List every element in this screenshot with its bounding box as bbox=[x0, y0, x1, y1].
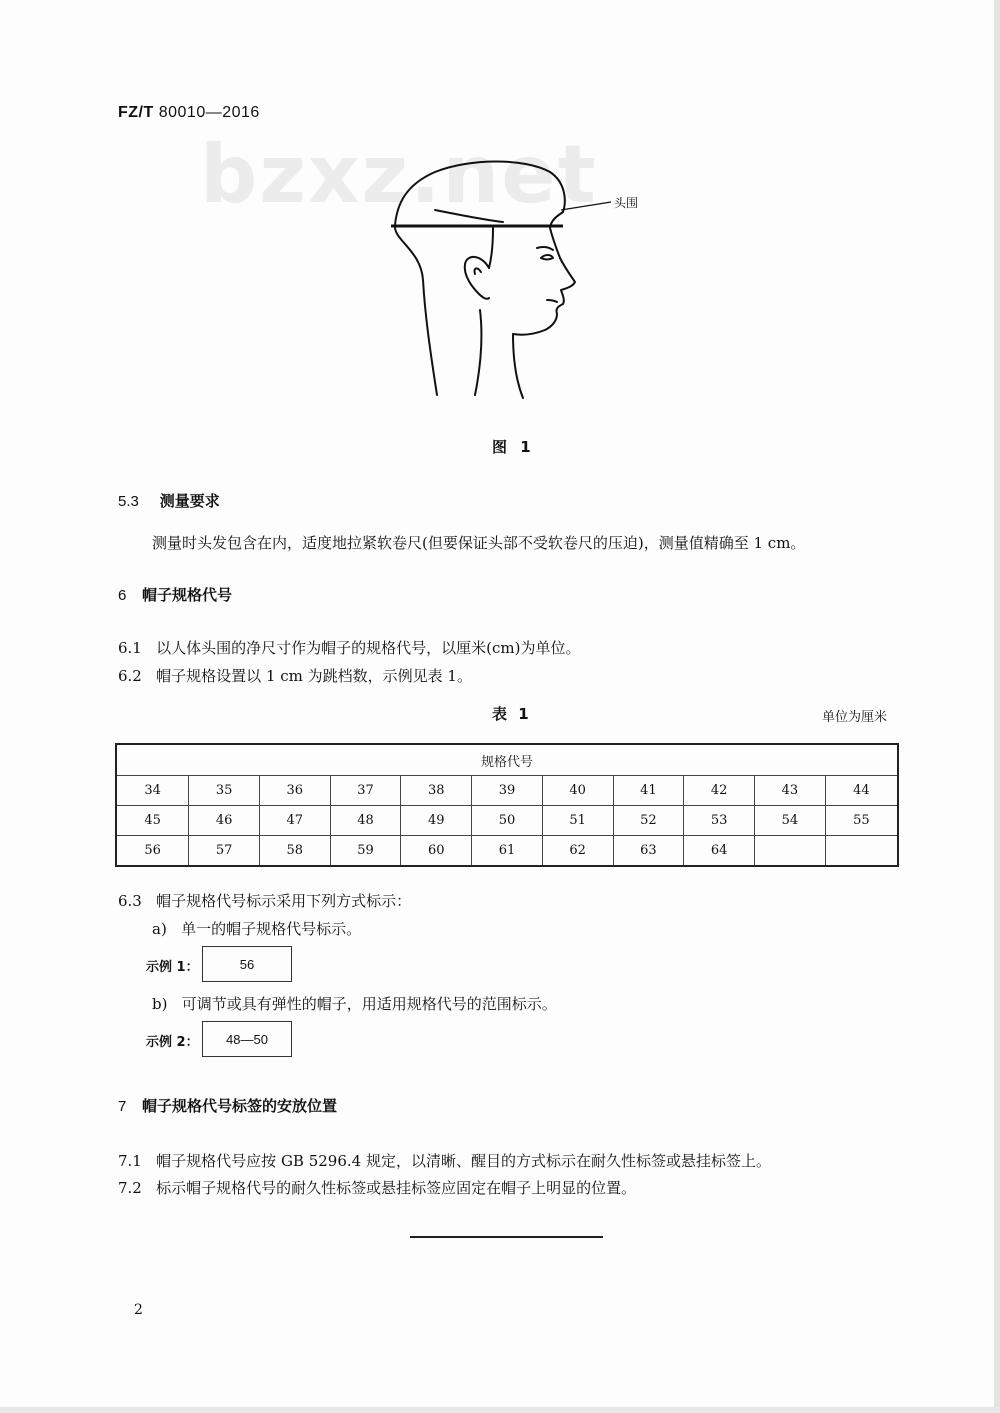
table-unit: 单位为厘米 bbox=[822, 710, 888, 725]
table-cell: 51 bbox=[542, 806, 613, 836]
head-circumference-figure bbox=[385, 150, 655, 400]
annotation-leader-line bbox=[561, 202, 611, 210]
clause-7-1-number: 7.1 bbox=[118, 1152, 142, 1170]
table-cell bbox=[825, 836, 898, 867]
list-item-a-text: 单一的帽子规格代号标示。 bbox=[181, 920, 362, 938]
clause-7-2-text: 标示帽子规格代号的耐久性标签或悬挂标签应固定在帽子上明显的位置。 bbox=[156, 1179, 637, 1197]
list-item-b-marker: b) bbox=[152, 995, 168, 1013]
size-code-table bbox=[115, 743, 899, 867]
table-cell: 38 bbox=[401, 776, 472, 806]
table-cell: 56 bbox=[116, 836, 189, 867]
example-1-label: 示例 1： bbox=[146, 960, 199, 975]
clause-6-3-text: 帽子规格代号标示采用下列方式标示： bbox=[156, 892, 412, 910]
example-1-box: 56 bbox=[202, 946, 292, 982]
table-cell: 34 bbox=[116, 776, 189, 806]
paragraph-5-3: 测量时头发包含在内，适度地拉紧软卷尺(但要保证头部不受软卷尺的压迫)，测量值精确至 1 cm。 bbox=[152, 534, 806, 552]
table-cell: 45 bbox=[116, 806, 189, 836]
forehead-outline bbox=[550, 212, 563, 258]
table-cell: 62 bbox=[542, 836, 613, 867]
table-row bbox=[116, 776, 898, 806]
eyebrow bbox=[537, 247, 553, 250]
mouth bbox=[547, 300, 557, 302]
table-cell: 46 bbox=[189, 806, 260, 836]
clause-6-2-text: 帽子规格设置以 1 cm 为跳档数，示例见表 1。 bbox=[156, 667, 472, 685]
example-2-box: 48—50 bbox=[202, 1021, 292, 1057]
table-cell: 41 bbox=[613, 776, 684, 806]
clause-6-2-number: 6.2 bbox=[118, 667, 142, 685]
heading-6-number: 6 bbox=[118, 587, 127, 604]
table-cell: 48 bbox=[330, 806, 401, 836]
clause-7-1 bbox=[118, 1150, 771, 1171]
clause-6-1-text: 以人体头围的净尺寸作为帽子的规格代号，以厘米(cm)为单位。 bbox=[156, 639, 581, 657]
page-number: 2 bbox=[134, 1302, 143, 1318]
table-cell: 44 bbox=[825, 776, 898, 806]
table-title: 表 1 bbox=[492, 705, 532, 723]
neck-back bbox=[475, 310, 481, 395]
heading-7-title: 帽子规格代号标签的安放位置 bbox=[142, 1097, 338, 1115]
annotation-label: 头围 bbox=[614, 196, 639, 210]
ear-outline bbox=[465, 257, 489, 299]
heading-5-3-number: 5.3 bbox=[118, 493, 139, 510]
table-cell: 50 bbox=[472, 806, 543, 836]
table-row bbox=[116, 806, 898, 836]
heading-5-3-title: 测量要求 bbox=[159, 492, 220, 510]
table-cell: 53 bbox=[684, 806, 755, 836]
table-cell: 54 bbox=[754, 806, 825, 836]
figure-caption: 图 1 bbox=[492, 438, 535, 456]
clause-6-1 bbox=[118, 637, 581, 658]
example-2-label: 示例 2： bbox=[146, 1035, 199, 1050]
ear-inner bbox=[474, 268, 481, 274]
table-cell: 35 bbox=[189, 776, 260, 806]
table-cell bbox=[754, 836, 825, 867]
page-edge-right bbox=[994, 0, 1000, 1413]
watermark: bzxz.net bbox=[200, 128, 598, 221]
clause-7-1-text: 帽子规格代号应按 GB 5296.4 规定，以清晰、醒目的方式标示在耐久性标签或悬挂标签上。 bbox=[156, 1152, 771, 1170]
standard-code-prefix: FZ/T bbox=[118, 104, 154, 121]
table-cell: 37 bbox=[330, 776, 401, 806]
hairline-stroke bbox=[435, 210, 503, 222]
list-item-a-marker: a) bbox=[152, 920, 167, 938]
heading-7 bbox=[118, 1095, 337, 1116]
heading-7-number: 7 bbox=[118, 1098, 127, 1115]
table-cell: 40 bbox=[542, 776, 613, 806]
clause-6-3-number: 6.3 bbox=[118, 892, 142, 910]
clause-7-2-number: 7.2 bbox=[118, 1179, 142, 1197]
end-rule bbox=[410, 1236, 603, 1238]
table-cell: 47 bbox=[259, 806, 330, 836]
face-profile bbox=[513, 258, 575, 335]
clause-6-2 bbox=[118, 665, 472, 686]
table-cell: 42 bbox=[684, 776, 755, 806]
table-header-row bbox=[116, 744, 898, 776]
table-cell: 49 bbox=[401, 806, 472, 836]
eye bbox=[541, 255, 553, 260]
table-row bbox=[116, 836, 898, 867]
table-cell: 64 bbox=[684, 836, 755, 867]
clause-6-1-number: 6.1 bbox=[118, 639, 142, 657]
table-cell: 36 bbox=[259, 776, 330, 806]
standard-code-number: 80010—2016 bbox=[158, 104, 260, 121]
table-cell: 60 bbox=[401, 836, 472, 867]
list-item-a bbox=[152, 918, 361, 939]
table-cell: 39 bbox=[472, 776, 543, 806]
heading-5-3 bbox=[118, 490, 220, 511]
table-cell: 43 bbox=[754, 776, 825, 806]
table-cell: 63 bbox=[613, 836, 684, 867]
table-cell: 58 bbox=[259, 836, 330, 867]
list-item-b bbox=[152, 993, 557, 1014]
table-header: 规格代号 bbox=[116, 744, 898, 776]
heading-6-title: 帽子规格代号 bbox=[142, 586, 233, 604]
table-cell: 52 bbox=[613, 806, 684, 836]
table-cell: 57 bbox=[189, 836, 260, 867]
neck-front bbox=[513, 334, 523, 398]
sideburn-stroke bbox=[489, 228, 493, 268]
table-cell: 61 bbox=[472, 836, 543, 867]
page-edge-bottom bbox=[0, 1407, 1000, 1413]
table-cell: 59 bbox=[330, 836, 401, 867]
clause-6-3 bbox=[118, 890, 411, 911]
clause-7-2 bbox=[118, 1177, 636, 1198]
standard-code bbox=[118, 104, 260, 122]
list-item-b-text: 可调节或具有弹性的帽子，用适用规格代号的范围标示。 bbox=[181, 995, 557, 1013]
heading-6 bbox=[118, 584, 232, 605]
table-cell: 55 bbox=[825, 806, 898, 836]
